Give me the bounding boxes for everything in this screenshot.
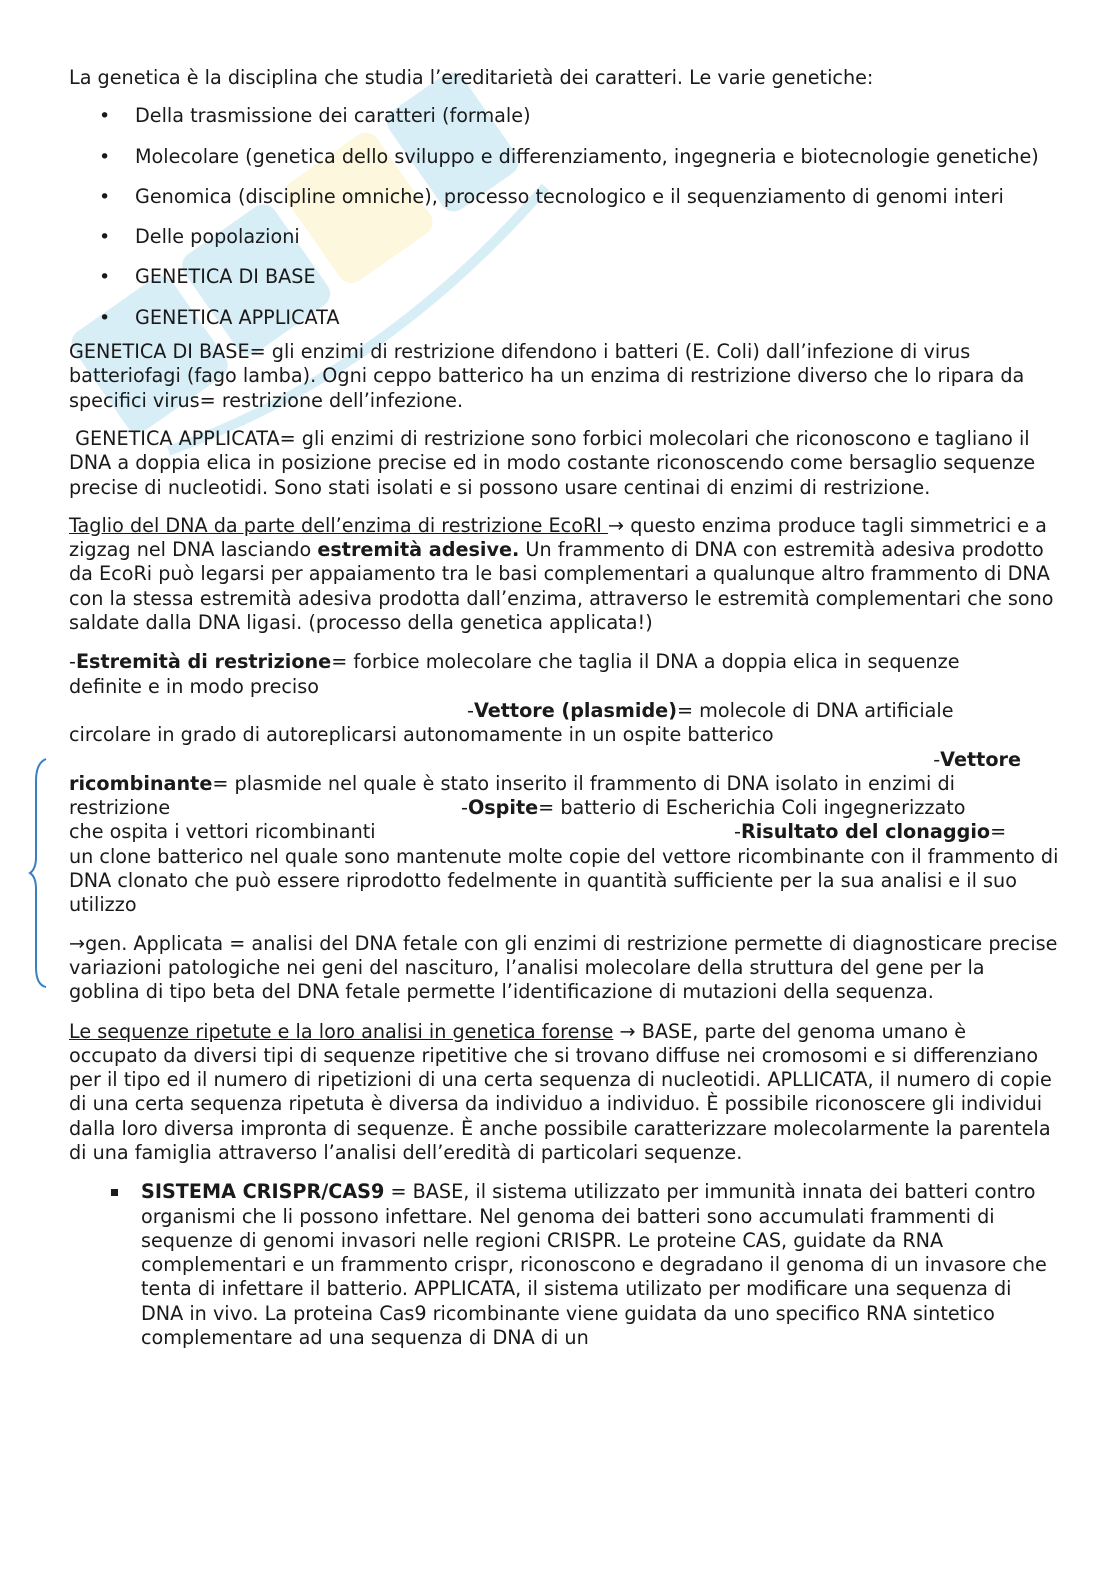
genetica-base-paragraph: GENETICA DI BASE= gli enzimi di restrizione difendono i batteri (E. Coli) dall’infezione di virus batteriofagi (fago lamba). Ogni ceppo batterico ha un enzima di restrizione diverso che lo ripara da specifici virus= restrizione dell’infezione.	[69, 340, 1025, 412]
def-vettore-ricombinante	[69, 748, 1059, 772]
document-page	[69, 66, 1059, 1359]
crispr-text: = BASE, il sistema utilizzato per immunità innata dei batteri contro organismi che li possono infettare. Nel genoma dei batteri sono accumulati frammenti di sequenze di genomi invasori nelle regioni CRISPR. Le proteine CAS, guidate da RNA complementari e un frammento crispr, riconoscono e degradano il genoma di un invasore che tenta di infettare il batterio. APPLICATA, il sistema utilizato per modificare una sequenza di DNA in vivo. La proteina Cas9 ricombinante viene guidata da uno specifico RNA sintetico complementare ad una sequenza di DNA di un	[141, 1180, 1047, 1350]
def-text: un clone batterico nel quale sono mantenute molte copie del vettore ricombinante con il frammento di DNA clonato che può essere riprodotto fedelmente in quantità sufficiente per la sua analisi e il suo utilizzo	[69, 844, 1059, 917]
crispr-bold: SISTEMA CRISPR/CAS9	[141, 1180, 385, 1204]
arrow-icon: →	[608, 513, 625, 537]
ecori-text-1: questo enzima produce tagli simmetrici e a zigzag nel DNA lasciando	[69, 513, 1047, 562]
list-item: • Della trasmissione dei caratteri (formale)	[69, 104, 1059, 128]
list-item: • Genomica (discipline omniche), processo tecnologico e il sequenziamento di genomi interi	[69, 185, 1059, 209]
crispr-list	[69, 1180, 1059, 1350]
dash: -	[461, 796, 468, 820]
dash: -	[467, 698, 474, 722]
ecori-paragraph	[69, 514, 1059, 635]
genetics-types-list	[69, 104, 1059, 330]
ecori-text-2: Un frammento di DNA con estremità adesiva prodotto da EcoRi può legarsi per appaiamento tra le basi complementari a qualunque altro frammento di DNA con la stessa estremità adesiva prodotta dall’enzima, attraverso le estremità complementari che sono saldate dalla DNA ligasi. (processo della genetica applicata!)	[69, 538, 1054, 635]
dash: -	[734, 820, 741, 844]
forense-heading: Le sequenze ripetute e la loro analisi in genetica forense	[69, 1019, 614, 1043]
def-term: Vettore (plasmide)	[473, 698, 677, 722]
def-term: Vettore	[940, 747, 1021, 771]
def-vettore	[69, 699, 1059, 723]
def-text: = forbice molecolare che taglia il DNA a doppia elica in sequenze	[331, 650, 960, 674]
def-term: Estremità di restrizione	[75, 650, 332, 674]
def-text: restrizione	[69, 796, 171, 820]
intro-paragraph: La genetica è la disciplina che studia l’ereditarietà dei caratteri. Le varie genetiche:	[69, 66, 874, 89]
def-text: che ospita i vettori ricombinanti	[69, 820, 376, 844]
def-text: = batterio di Escherichia Coli ingegnerizzato	[538, 796, 966, 820]
curly-brace	[28, 757, 68, 989]
forense-text: BASE, parte del genoma umano è occupato da diversi tipi di sequenze ripetitive che si trovano diffuse nei cromosomi e si differenziano per il tipo ed il numero di ripetizioni di una certa sequenza di nucleotidi. APLLICATA, il numero di copie di una certa sequenza ripetuta è diversa da individuo a individuo. È possibile riconoscere gli individui dalla loro diversa impronta di sequenze. È anche possibile caratterizzare molecolarmente la parentela di una famiglia attraverso l’analisi dell’eredità di particolari sequenze.	[69, 1019, 1052, 1164]
list-item	[69, 1180, 1059, 1350]
list-item: • Delle popolazioni	[69, 225, 1059, 249]
ecori-bold: estremità adesive.	[317, 538, 520, 562]
list-item: • GENETICA APPLICATA	[69, 306, 1059, 330]
def-risultato-cont	[69, 845, 1059, 918]
arrow-icon: →	[619, 1019, 636, 1043]
def-estremita	[69, 650, 1059, 674]
def-term: ricombinante	[69, 771, 213, 795]
def-text: circolare in grado di autoreplicarsi autonomamente in un ospite batterico	[69, 723, 774, 747]
arrow-icon: →	[69, 931, 86, 955]
fetale-text: gen. Applicata = analisi del DNA fetale con gli enzimi di restrizione permette di diagnosticare precise variazioni patologiche nei geni del nascituro, l’analisi molecolare della struttura del gene per la goblina di tipo beta del DNA fetale permette l’identificazione di mutazioni della sequenza.	[69, 931, 1058, 1004]
dash: -	[69, 650, 76, 674]
def-text: = molecole di DNA artificiale	[676, 698, 954, 722]
ecori-heading: Taglio del DNA da parte dell’enzima di restrizione EcoRI	[69, 513, 609, 537]
def-vettore-cont	[69, 723, 1059, 747]
def-vettore-ricombinante-cont	[69, 772, 1059, 796]
definitions-block	[69, 650, 1059, 917]
def-text: = plasmide nel quale è stato inserito il frammento di DNA isolato in enzimi di	[212, 771, 955, 795]
genetica-applicata-paragraph: GENETICA APPLICATA= gli enzimi di restrizione sono forbici molecolari che riconoscono e tagliano il DNA a doppia elica in posizione precise ed in modo costante riconoscendo come bersaglio sequenze precise di nucleotidi. Sono stati isolati e si possono usare centinai di enzimi di restrizione.	[69, 426, 1042, 499]
dash: -	[933, 747, 941, 771]
def-text: =	[990, 820, 1007, 844]
def-ospite-line	[69, 796, 1059, 820]
forense-paragraph	[69, 1020, 1059, 1166]
def-estremita-cont	[69, 675, 1059, 699]
list-item: • GENETICA DI BASE	[69, 265, 1059, 289]
def-risultato-line	[69, 820, 1059, 844]
def-text: definite e in modo preciso	[69, 674, 319, 698]
def-term: Ospite	[467, 796, 539, 820]
list-item: • Molecolare (genetica dello sviluppo e differenziamento, ingegneria e biotecnologie genetiche)	[69, 145, 1059, 169]
def-term: Risultato del clonaggio	[740, 820, 991, 844]
fetale-paragraph	[69, 932, 1059, 1005]
